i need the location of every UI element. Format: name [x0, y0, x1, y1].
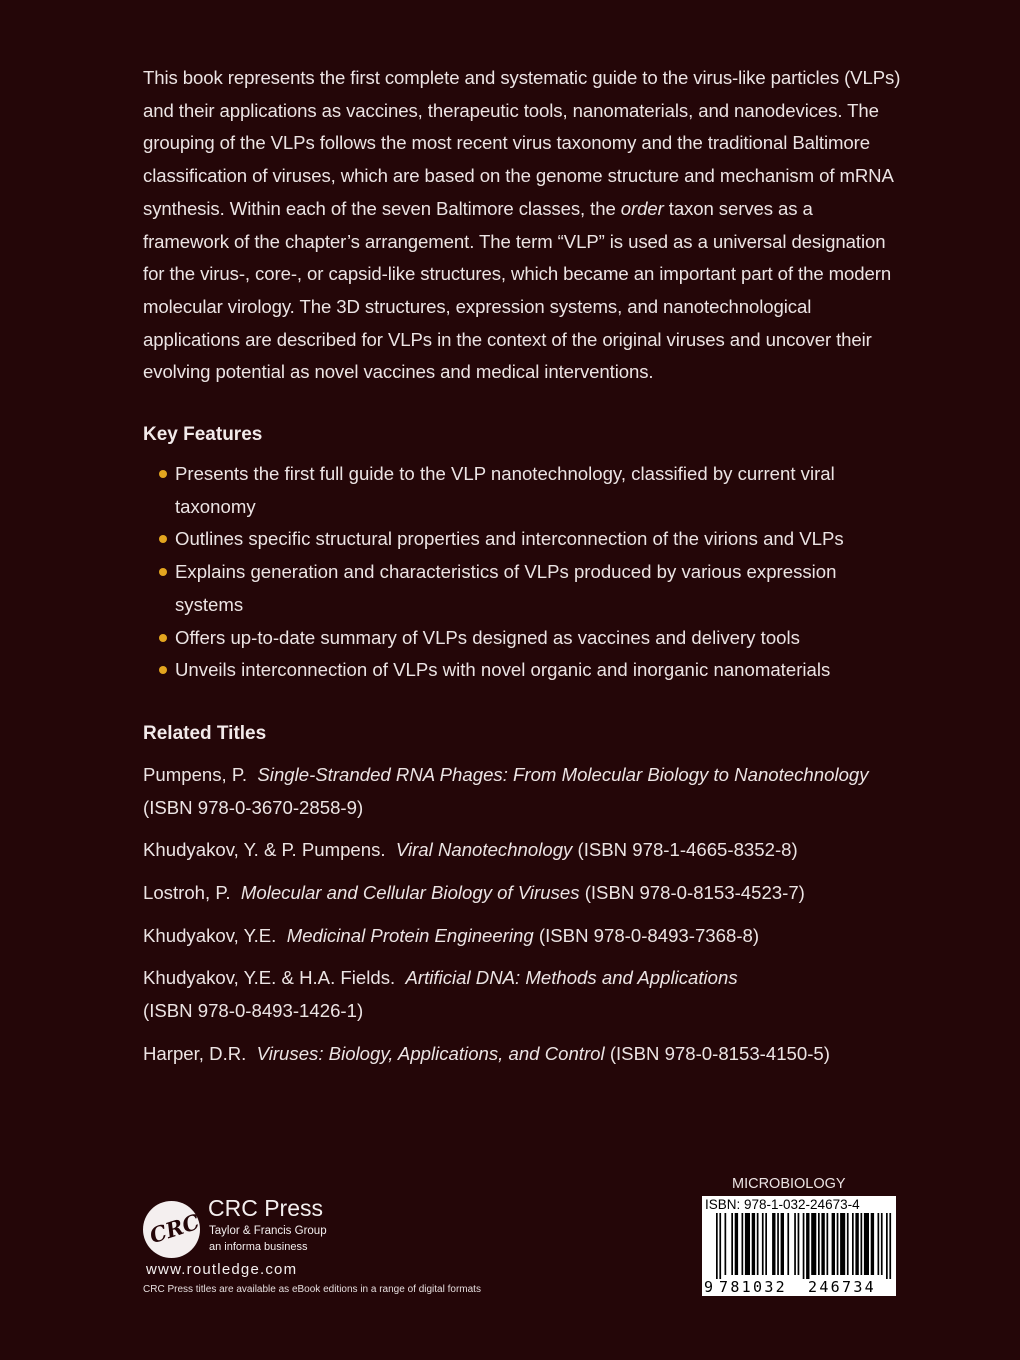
related-titles-list	[143, 759, 903, 1071]
bullet-dot-icon	[159, 634, 167, 642]
publisher-url: www.routledge.com	[146, 1261, 298, 1278]
barcode-digits-right: 246734	[808, 1278, 876, 1296]
related-title-entry	[143, 877, 903, 910]
description-italic-order: order	[620, 197, 664, 219]
barcode-bar	[781, 1213, 784, 1275]
isbn-label: ISBN: 978-1-032-24673-4	[705, 1197, 860, 1212]
bullet-dot-icon	[159, 535, 167, 543]
barcode-bar	[772, 1213, 775, 1275]
barcode-bar	[878, 1213, 880, 1275]
bullet-dot-icon	[159, 666, 167, 674]
related-isbn: (ISBN 978-0-3670-2858-9)	[143, 796, 364, 818]
related-title-entry	[143, 1038, 903, 1071]
description-text-2: taxon serves as a framework of the chapter’s arrangement. The term “VLP” is used as a universal designation for the virus-, core-, or capsid-like structures, which became an important part of the modern molecular virology. The 3D structures, expression systems, and nanotechnological applications are described for VLPs in the context of the original viruses and uncover their evolving potential as novel vaccines and medical interventions.	[143, 197, 892, 383]
barcode-digits-left: 781032	[719, 1278, 787, 1296]
feature-item	[143, 556, 903, 621]
barcode-bar	[745, 1213, 750, 1275]
bullet-dot-icon	[159, 568, 167, 576]
feature-text: Unveils interconnection of VLPs with novel organic and inorganic nanomaterials	[175, 659, 831, 681]
related-isbn: (ISBN 978-1-4665-8352-8)	[577, 839, 798, 861]
barcode-bar	[881, 1213, 883, 1275]
related-title-entry	[143, 962, 903, 1027]
related-isbn: (ISBN 978-0-8153-4523-7)	[584, 882, 805, 904]
feature-item	[143, 458, 903, 523]
barcode-panel	[702, 1196, 896, 1296]
related-book-title: Artificial DNA: Methods and Applications	[405, 967, 738, 989]
barcode-bar	[840, 1213, 845, 1275]
bullet-dot-icon	[159, 470, 167, 478]
publisher-name: CRC Press	[208, 1195, 324, 1221]
related-title-entry	[143, 759, 903, 824]
related-titles-heading: Related Titles	[143, 722, 267, 744]
subject-category: MICROBIOLOGY	[732, 1176, 846, 1192]
barcode-bar	[861, 1213, 863, 1275]
barcode-bar	[886, 1213, 888, 1279]
barcode-bar	[719, 1213, 721, 1279]
barcode-bar	[731, 1213, 733, 1275]
related-author: Khudyakov, Y.E. & H.A. Fields.	[143, 967, 396, 989]
barcode-bar	[852, 1213, 854, 1275]
related-author: Harper, D.R.	[143, 1042, 247, 1064]
barcode-bars-icon	[702, 1213, 896, 1279]
related-book-title: Viral Nanotechnology	[395, 839, 573, 861]
barcode-digit-first: 9	[704, 1278, 714, 1296]
related-book-title: Viruses: Biology, Applications, and Control	[256, 1042, 605, 1064]
barcode-bar	[871, 1213, 874, 1275]
key-features-heading: Key Features	[143, 424, 263, 446]
description-text-1: This book represents the first complete and systematic guide to the virus-like particles (VLPs) and their applications as vaccines, therapeutic tools, nanomaterials, and nanodevices. The grouping of the VLPs follows the most recent virus taxonomy and the traditional Baltimore classification of viruses, which are based on the genome structure and mechanism of mRNA synthesis. Within each of the seven Baltimore classes, the	[143, 67, 901, 219]
crc-logo-icon	[143, 1201, 203, 1258]
barcode-bar	[864, 1213, 869, 1275]
related-author: Lostroh, P.	[143, 882, 231, 904]
book-description	[143, 62, 903, 389]
barcode-bar	[832, 1213, 835, 1275]
barcode-bar	[855, 1213, 858, 1275]
related-title-entry	[143, 920, 903, 953]
barcode-bar	[725, 1213, 727, 1275]
related-author: Pumpens, P.	[143, 763, 248, 785]
feature-text: Presents the first full guide to the VLP nanotechnology, classified by current viral taxonomy	[175, 463, 835, 517]
barcode-bar	[798, 1213, 800, 1275]
barcode-bar	[821, 1213, 824, 1275]
feature-text: Outlines specific structural properties and interconnection of the virions and VLPs	[175, 528, 844, 550]
related-isbn: (ISBN 978-0-8493-1426-1)	[143, 1000, 364, 1022]
barcode-bar	[827, 1213, 829, 1275]
key-features-list	[143, 458, 903, 687]
feature-text: Offers up-to-date summary of VLPs designed as vaccines and delivery tools	[175, 626, 800, 648]
barcode-bar	[735, 1213, 738, 1275]
related-title-entry	[143, 834, 903, 867]
barcode-block	[702, 1176, 896, 1296]
barcode-bar	[889, 1213, 891, 1279]
feature-item	[143, 654, 903, 687]
related-isbn: (ISBN 978-0-8153-4150-5)	[609, 1042, 830, 1064]
barcode-bar	[794, 1213, 796, 1275]
barcode-bar	[806, 1213, 809, 1279]
feature-item	[143, 622, 903, 655]
related-book-title: Single-Stranded RNA Phages: From Molecular Biology to Nanotechnology	[257, 763, 869, 785]
feature-text: Explains generation and characteristics of VLPs produced by various expression systems	[175, 561, 837, 615]
barcode-bar	[777, 1213, 779, 1275]
crc-logo-text: CRC	[146, 1208, 203, 1249]
barcode-bar	[811, 1213, 816, 1275]
related-book-title: Medicinal Protein Engineering	[286, 924, 534, 946]
feature-item	[143, 523, 903, 556]
related-author: Khudyakov, Y.E.	[143, 924, 277, 946]
barcode-bar	[716, 1213, 718, 1279]
barcode-bar	[837, 1213, 839, 1275]
ebook-note: CRC Press titles are available as eBook editions in a range of digital formats	[143, 1284, 481, 1295]
related-author: Khudyakov, Y. & P. Pumpens.	[143, 839, 386, 861]
related-book-title: Molecular and Cellular Biology of Viruses	[240, 882, 580, 904]
barcode-bar	[752, 1213, 755, 1275]
related-isbn: (ISBN 978-0-8493-7368-8)	[538, 924, 760, 946]
publisher-business: an informa business	[209, 1241, 308, 1253]
barcode-bar	[742, 1213, 744, 1275]
barcode-bar	[847, 1213, 849, 1275]
barcode-bar	[787, 1213, 789, 1275]
publisher-group: Taylor & Francis Group	[209, 1225, 327, 1237]
barcode-bar	[803, 1213, 805, 1279]
barcode-bar	[765, 1213, 767, 1275]
back-cover-content	[143, 62, 903, 1081]
barcode-bar	[757, 1213, 759, 1275]
barcode-bar	[818, 1213, 820, 1275]
barcode-bar	[762, 1213, 764, 1275]
